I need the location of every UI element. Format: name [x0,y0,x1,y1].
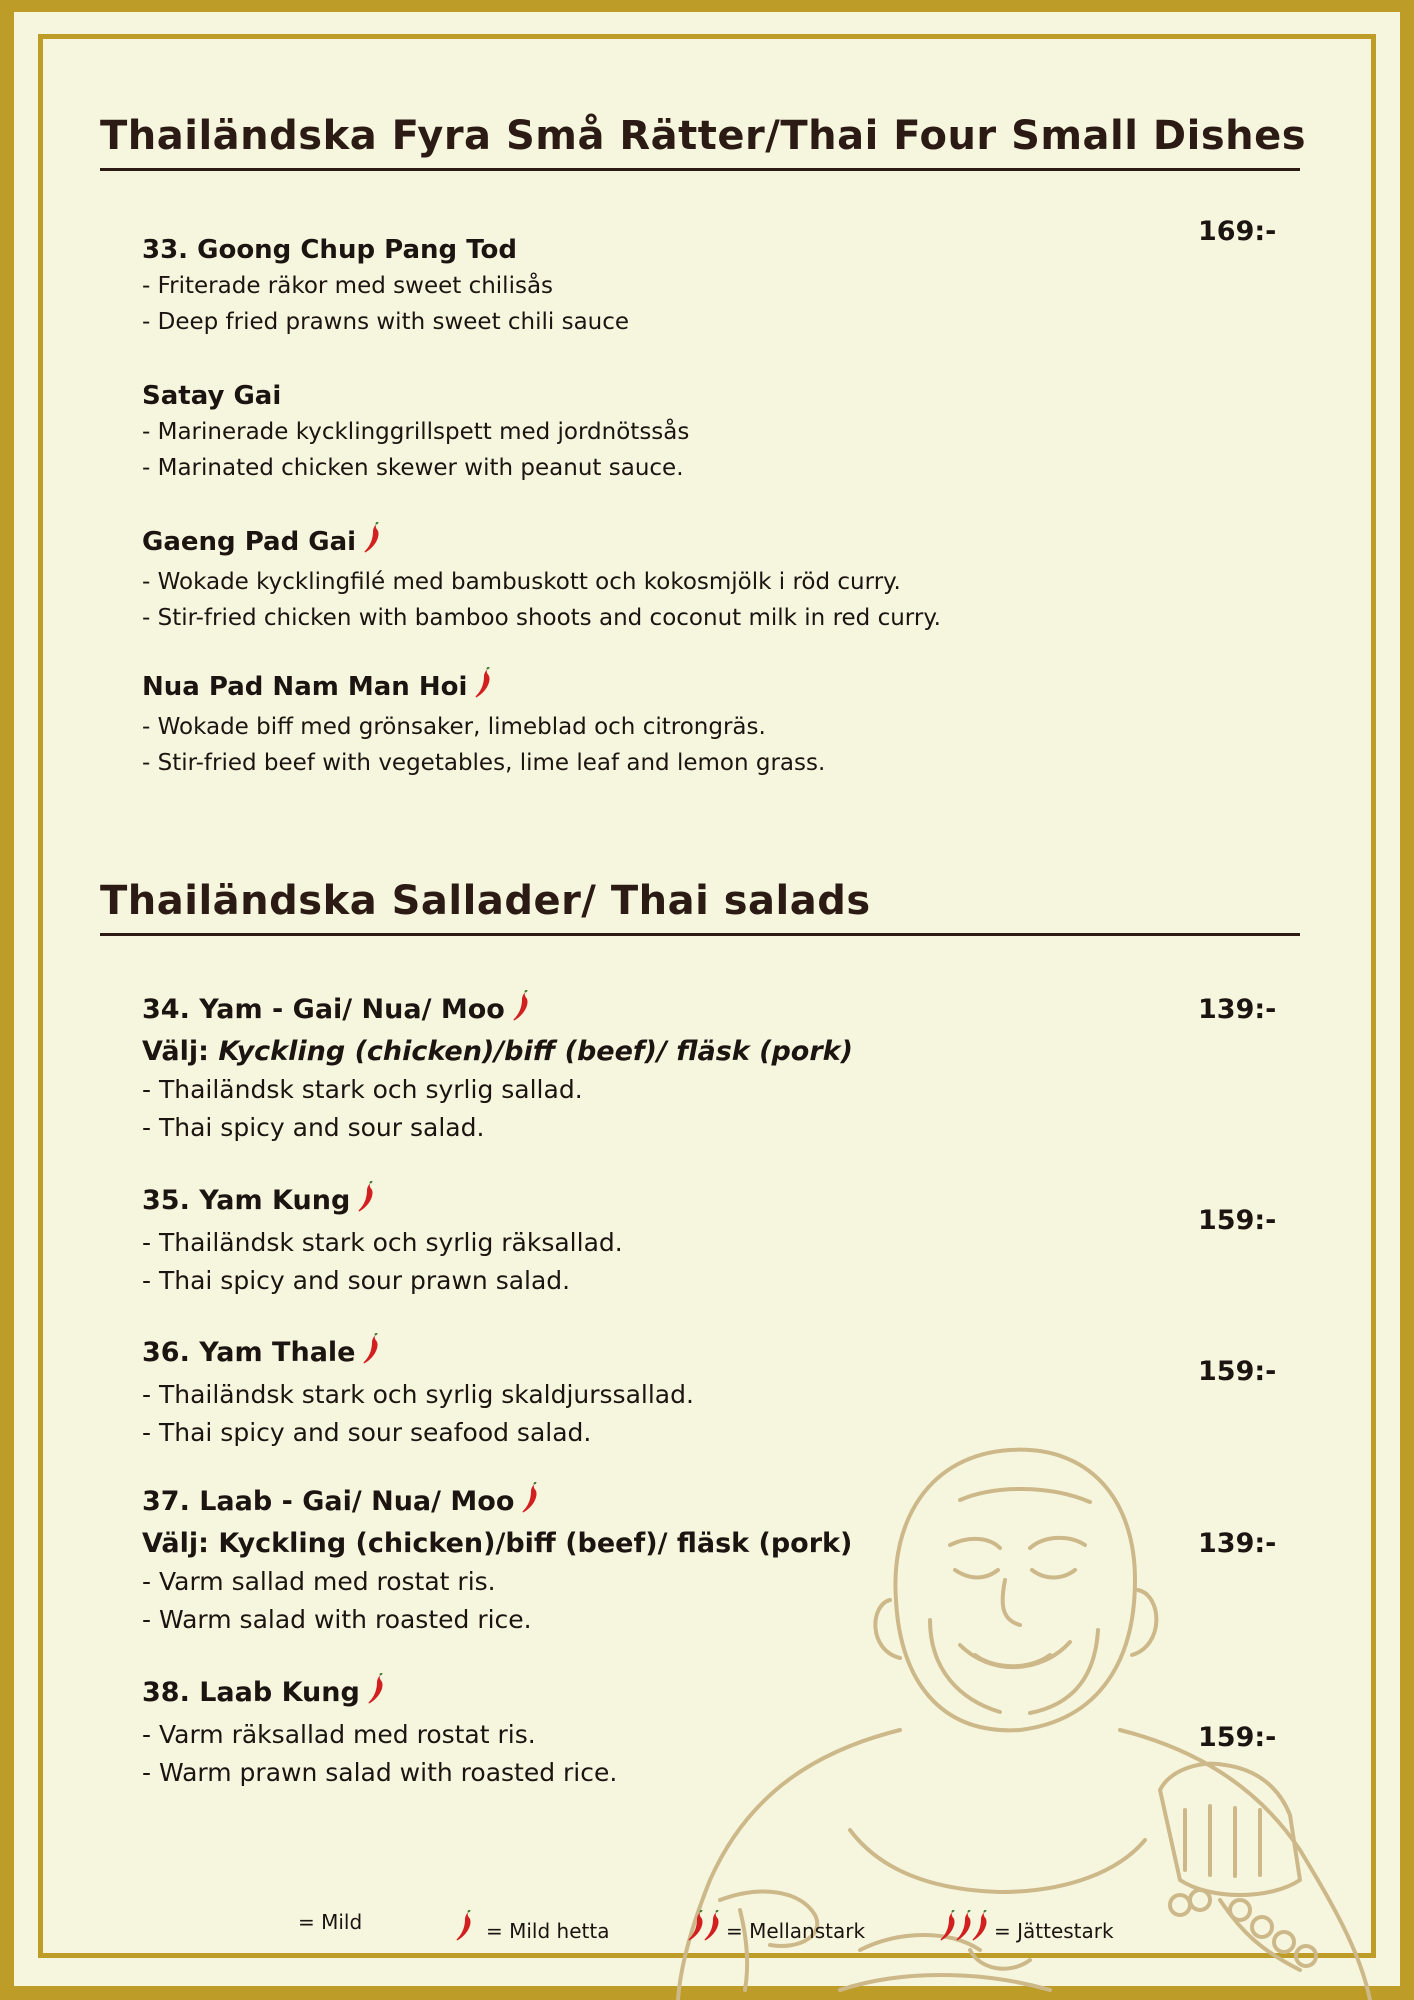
chili-icon [362,522,382,564]
item-name: 34. Yam - Gai/ Nua/ Moo [142,994,505,1025]
price-item-37: 139:- [1198,1528,1277,1559]
chili-icon [361,1333,381,1376]
chili-icon [356,1181,376,1224]
menu-item-34 [142,990,1242,1147]
item-description-en: - Marinated chicken skewer with peanut sauce. [142,455,684,481]
item-name: Satay Gai [142,381,282,411]
item-name-row [142,667,1242,709]
item-description-en: - Stir-fried chicken with bamboo shoots and coconut milk in red curry. [142,605,941,631]
price-item-38: 159:- [1198,1722,1277,1753]
legend-label: = Mild [298,1910,363,1934]
chili-icon [702,1910,722,1947]
price-item-36: 159:- [1198,1356,1277,1387]
item-name-row [142,990,1242,1033]
item-name-row [142,522,1242,564]
item-choice: Välj: Kyckling (chicken)/biff (beef)/ fläsk (pork) [142,1528,853,1559]
item-name-row [142,1482,1242,1525]
chili-icon [511,990,531,1033]
item-choice-label: Välj: [142,1036,219,1067]
menu-item-37 [142,1482,1242,1639]
item-description-sv: - Thailändsk stark och syrlig sallad. [142,1075,583,1104]
section-title-small-dishes: Thailändska Fyra Små Rätter/Thai Four Small Dishes [100,108,1300,171]
item-description-en: - Thai spicy and sour seafood salad. [142,1418,592,1447]
item-description-en: - Warm salad with roasted rice. [142,1605,532,1634]
item-description-en: - Thai spicy and sour salad. [142,1113,485,1142]
item-name: 33. Goong Chup Pang Tod [142,235,517,265]
item-description-sv: - Friterade räkor med sweet chilisås [142,273,554,299]
legend-mellanstark [680,1910,865,1947]
menu-item-nua-pad-nam-man-hoi [142,667,1242,781]
menu-item-35 [142,1181,1242,1300]
price-small-dishes: 169:- [1198,216,1277,247]
item-description-sv: - Varm sallad med rostat ris. [142,1567,496,1596]
item-description-sv: - Thailändsk stark och syrlig räksallad. [142,1228,623,1257]
chili-icon [473,667,493,709]
menu-item-36 [142,1333,1242,1452]
chili-icon [520,1482,540,1525]
item-name: 35. Yam Kung [142,1185,351,1216]
item-description-sv: - Wokade biff med grönsaker, limeblad och citrongräs. [142,714,766,740]
menu-item-gaeng-pad-gai [142,522,1242,636]
chili-icon [970,1910,990,1947]
chili-icon [454,1910,474,1947]
item-name: Nua Pad Nam Man Hoi [142,672,468,702]
legend-mild-hetta [448,1910,609,1947]
item-name: Gaeng Pad Gai [142,527,357,557]
item-name: 37. Laab - Gai/ Nua/ Moo [142,1486,515,1517]
item-description-en: - Warm prawn salad with roasted rice. [142,1758,618,1787]
item-description-en: - Stir-fried beef with vegetables, lime leaf and lemon grass. [142,750,826,776]
item-choice-detail: Kyckling (chicken)/biff (beef)/ fläsk (pork) [218,1036,853,1067]
legend-jattestark [932,1910,1114,1947]
item-choice-row [142,1033,1242,1071]
menu-item-38 [142,1673,1242,1792]
item-description-sv: - Marinerade kycklinggrillspett med jordnötssås [142,419,690,445]
item-name-row [142,1181,1242,1224]
item-name-row [142,1673,1242,1716]
chili-icon [366,1673,386,1716]
section-title-salads: Thailändska Sallader/ Thai salads [100,873,1300,936]
item-description-en: - Thai spicy and sour prawn salad. [142,1266,571,1295]
item-description-en: - Deep fried prawns with sweet chili sauce [142,309,630,335]
legend-label: = Mellanstark [726,1919,866,1943]
item-name-row [142,1333,1242,1376]
item-name: 38. Laab Kung [142,1677,360,1708]
price-item-34: 139:- [1198,994,1277,1025]
item-description-sv: - Wokade kycklingfilé med bambuskott och kokosmjölk i röd curry. [142,569,901,595]
menu-item-satay-gai [142,378,1242,486]
legend-mild [298,1910,362,1934]
item-name: 36. Yam Thale [142,1337,356,1368]
price-item-35: 159:- [1198,1205,1277,1236]
item-description-sv: - Varm räksallad med rostat ris. [142,1720,536,1749]
menu-item-33 [142,232,1242,340]
legend-label: = Jättestark [994,1919,1114,1943]
item-description-sv: - Thailändsk stark och syrlig skaldjurssallad. [142,1380,694,1409]
legend-label: = Mild hetta [486,1919,610,1943]
